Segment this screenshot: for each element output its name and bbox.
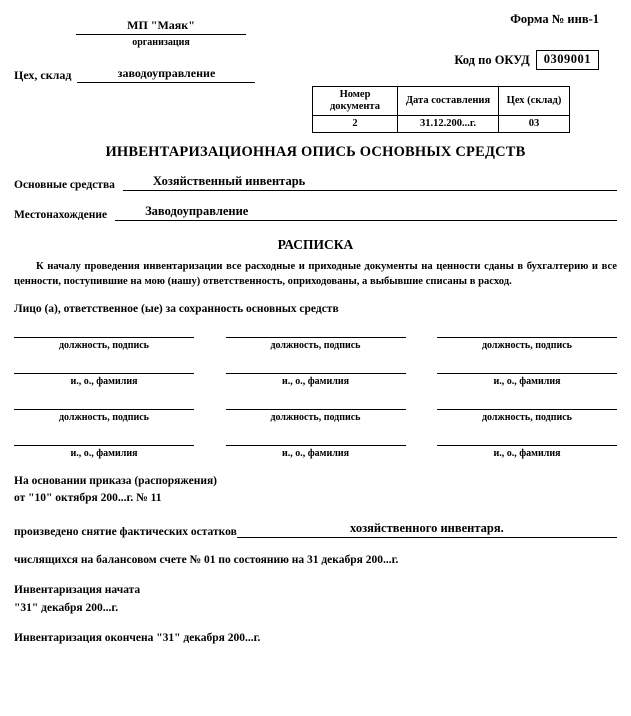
organization-caption: организация xyxy=(132,37,190,48)
removal-value: хозяйственного инвентаря. xyxy=(237,521,617,538)
inventory-started-label: Инвентаризация начата xyxy=(14,584,141,597)
signature-caption: и., о., фамилия xyxy=(493,375,561,387)
signature-cell[interactable] xyxy=(226,361,406,387)
signature-caption: должность, подпись xyxy=(482,411,572,423)
signature-row xyxy=(14,325,617,351)
signature-cell[interactable] xyxy=(437,325,617,351)
responsible-persons-title: Лицо (а), ответственное (ые) за сохранность основных средств xyxy=(14,302,339,315)
signature-caption: и., о., фамилия xyxy=(281,375,350,387)
signature-row xyxy=(14,433,617,459)
signature-cell[interactable] xyxy=(14,397,194,423)
signature-caption: должность, подпись xyxy=(482,339,572,351)
removal-label: произведено снятие фактических остатков xyxy=(14,526,237,539)
signature-line[interactable] xyxy=(226,397,406,410)
signature-line[interactable] xyxy=(226,433,406,446)
signature-line[interactable] xyxy=(437,361,617,374)
signature-cell[interactable] xyxy=(437,361,617,387)
signature-grid xyxy=(14,325,617,459)
inventory-started-block xyxy=(14,582,617,618)
order-basis-line1: На основании приказа (распоряжения) xyxy=(14,474,217,487)
order-basis-line2: от "10" октября 200...г. № 11 xyxy=(14,491,162,504)
signature-line[interactable] xyxy=(14,361,194,374)
inventory-finished-label: Инвентаризация окончена xyxy=(14,631,154,644)
signature-row xyxy=(14,397,617,423)
inventory-finished-date: "31" декабря 200...г. xyxy=(156,631,261,644)
field-fixed-assets-label: Основные средства xyxy=(14,179,115,191)
signature-cell[interactable] xyxy=(437,397,617,423)
column-header-date: Дата составления xyxy=(398,87,499,116)
order-basis-block xyxy=(14,473,617,508)
signature-caption: должность, подпись xyxy=(270,411,361,423)
form-number: Форма № инв-1 xyxy=(510,12,599,26)
okud-value: 0309001 xyxy=(536,50,599,70)
signature-line[interactable] xyxy=(226,325,406,338)
page-title: ИНВЕНТАРИЗАЦИОННАЯ ОПИСЬ ОСНОВНЫХ СРЕДСТВ xyxy=(105,144,526,160)
signature-caption: и., о., фамилия xyxy=(70,375,138,387)
signature-caption: должность, подпись xyxy=(59,339,149,351)
signature-caption: должность, подпись xyxy=(59,411,149,423)
shop-line xyxy=(14,66,255,83)
signature-caption: должность, подпись xyxy=(270,339,361,351)
field-fixed-assets xyxy=(14,174,617,191)
table-header-row xyxy=(313,87,570,116)
field-location-label: Местонахождение xyxy=(14,209,108,221)
shop-value: заводоуправление xyxy=(77,66,255,83)
table-row xyxy=(313,116,570,133)
signature-line[interactable] xyxy=(14,325,194,338)
column-header-shop: Цех (склад) xyxy=(499,87,570,116)
inventory-finished-block xyxy=(14,630,617,648)
cell-document-number: 2 xyxy=(313,116,398,133)
signature-line[interactable] xyxy=(14,433,194,446)
signature-cell[interactable] xyxy=(226,397,406,423)
shop-label: Цех, склад xyxy=(14,68,72,82)
signature-caption: и., о., фамилия xyxy=(70,447,138,459)
signature-line[interactable] xyxy=(437,397,617,410)
document-header xyxy=(14,8,617,136)
removal-line xyxy=(14,521,617,538)
okud-label: Код по ОКУД xyxy=(454,52,530,67)
organization-block xyxy=(76,18,246,48)
okud-row xyxy=(454,50,599,70)
signature-cell[interactable] xyxy=(437,433,617,459)
receipt-title: РАСПИСКА xyxy=(277,237,354,252)
cell-date: 31.12.200...г. xyxy=(398,116,499,133)
signature-cell[interactable] xyxy=(14,325,194,351)
column-header-document-number: Номер документа xyxy=(313,87,398,116)
balance-account-line: числящихся на балансовом счете № 01 по состоянию на 31 декабря 200...г. xyxy=(14,554,399,567)
signature-line[interactable] xyxy=(437,325,617,338)
signature-caption: и., о., фамилия xyxy=(281,447,350,459)
signature-cell[interactable] xyxy=(226,433,406,459)
field-location xyxy=(14,204,617,221)
receipt-text: К началу проведения инвентаризации все расходные и приходные документы на ценности сданы в бухгалтерию и все ценности, поступившие на мою (нашу) ответственность, оприходованы, а выбывшие списаны в расход. xyxy=(14,261,617,288)
document-info-table xyxy=(312,86,570,133)
organization-name: МП "Маяк" xyxy=(76,18,246,35)
signature-row xyxy=(14,361,617,387)
field-fixed-assets-value: Хозяйственный инвентарь xyxy=(123,174,617,191)
signature-caption: и., о., фамилия xyxy=(493,447,561,459)
cell-shop: 03 xyxy=(499,116,570,133)
signature-line[interactable] xyxy=(226,361,406,374)
field-location-value: Заводоуправление xyxy=(115,204,617,221)
signature-cell[interactable] xyxy=(14,361,194,387)
inventory-started-date: "31" декабря 200...г. xyxy=(14,602,119,615)
signature-cell[interactable] xyxy=(226,325,406,351)
signature-line[interactable] xyxy=(14,397,194,410)
signature-cell[interactable] xyxy=(14,433,194,459)
signature-line[interactable] xyxy=(437,433,617,446)
